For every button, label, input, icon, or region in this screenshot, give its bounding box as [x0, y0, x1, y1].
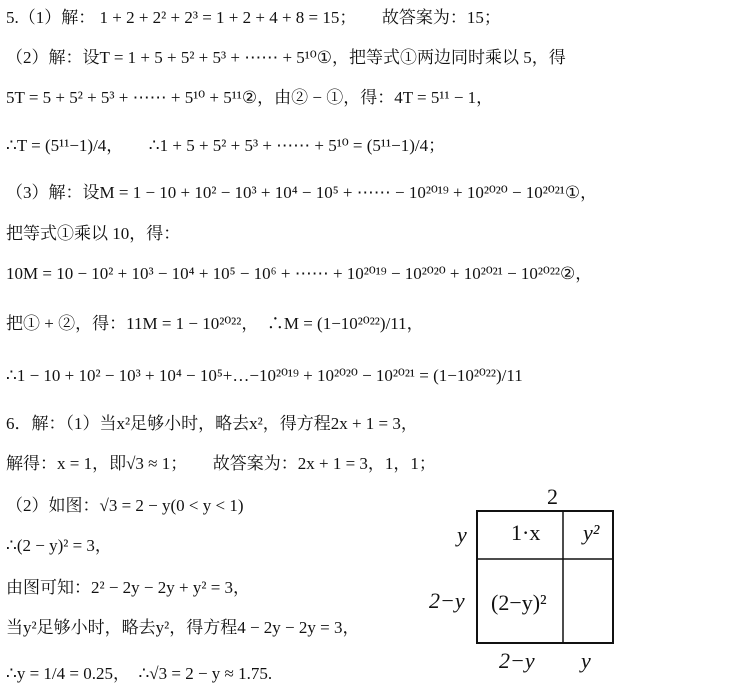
diagram-cell-top-right: y²: [583, 520, 600, 545]
solution-line: 把等式①乘以 10，得：: [6, 224, 181, 243]
solution-line: 10M = 10 − 10² + 10³ − 10⁴ + 10⁵ − 10⁶ + ⋯⋯ + 10²⁰¹⁹ − 10²⁰²⁰ + 10²⁰²¹ − 10²⁰²²②，: [6, 264, 593, 283]
solution-line: （3）解：设M = 1 − 10 + 10² − 10³ + 10⁴ − 10⁵ + ⋯⋯ − 10²⁰¹⁹ + 10²⁰²⁰ − 10²⁰²¹①，: [6, 183, 598, 202]
solution-line: 5.（1）解： 1 + 2 + 2² + 2³ = 1 + 2 + 4 + 8 = 15； 故答案为：15；: [6, 8, 501, 27]
diagram-cell-bottom-left: (2−y)²: [491, 590, 547, 615]
solution-line: ∴(2 − y)² = 3，: [6, 536, 112, 555]
solution-line: 5T = 5 + 5² + 5³ + ⋯⋯ + 5¹⁰ + 5¹¹②，由② − ①，得：4T = 5¹¹ − 1，: [6, 88, 494, 107]
solution-line: 当y²足够小时，略去y²，得方程4 − 2y − 2y = 3，: [6, 618, 360, 637]
diagram-cell-top-left: 1·x: [511, 520, 541, 545]
solution-line: ∴T = (5¹¹−1)/4， ∴1 + 5 + 5² + 5³ + ⋯⋯ + 5¹⁰ = (5¹¹−1)/4；: [6, 136, 446, 155]
solution-line: 6．解：（1）当x²足够小时，略去x²，得方程2x + 1 = 3，: [6, 414, 418, 433]
solution-line: 把① + ②，得：11M = 1 − 10²⁰²²， ∴M = (1−10²⁰²²)/11，: [6, 314, 424, 333]
diagram-grid: [425, 482, 645, 692]
solution-line: 解得：x = 1，即√3 ≈ 1； 故答案为：2x + 1 = 3，1，1；: [6, 454, 436, 473]
solution-line: （2）如图：√3 = 2 − y(0 < y < 1): [6, 496, 244, 515]
solution-line: ∴y = 1/4 = 0.25， ∴√3 = 2 − y ≈ 1.75.: [6, 664, 273, 683]
solution-line: ∴1 − 10 + 10² − 10³ + 10⁴ − 10⁵+…−10²⁰¹⁹ + 10²⁰²⁰ − 10²⁰²¹ = (1−10²⁰²²)/11: [6, 366, 523, 385]
diagram-top-label: 2: [547, 484, 558, 509]
area-diagram: [425, 482, 645, 692]
diagram-left-bottom-label: 2−y: [429, 588, 465, 613]
solution-line: 由图可知：2² − 2y − 2y + y² = 3，: [6, 578, 251, 597]
diagram-left-top-label: y: [457, 522, 467, 547]
diagram-bottom-left-label: 2−y: [499, 648, 535, 673]
diagram-bottom-right-label: y: [581, 648, 591, 673]
solution-line: （2）解：设T = 1 + 5 + 5² + 5³ + ⋯⋯ + 5¹⁰①，把等式①两边同时乘以 5，得: [6, 48, 566, 67]
